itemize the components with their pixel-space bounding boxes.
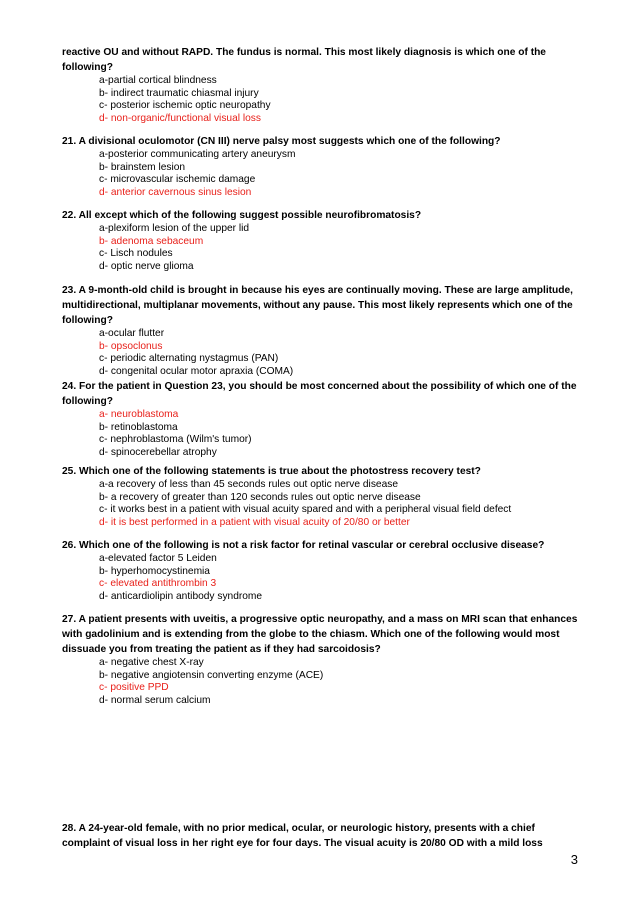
correct-answer-option: a- neuroblastoma [99, 409, 179, 420]
answer-option: c- nephroblastoma (Wilm's tumor) [99, 434, 252, 446]
answer-option: c- it works best in a patient with visual acuity spared and with a peripheral visual field defect [99, 504, 512, 516]
correct-answer-option: d- it is best performed in a patient with visual acuity of 20/80 or better [99, 516, 410, 528]
correct-answer-option: b- opsoclonus [99, 340, 163, 352]
answer-option: d- spinocerebellar atrophy [99, 446, 217, 458]
answer-options [62, 75, 582, 125]
answer-option: b- negative angiotensin converting enzyme (ACE) [99, 669, 324, 681]
answer-option: a-plexiform lesion of the upper lid [99, 223, 250, 234]
question-21 [62, 134, 582, 199]
answer-options [62, 409, 582, 459]
correct-answer-option: d- anterior cavernous sinus lesion [99, 186, 252, 198]
answer-option: d- optic nerve glioma [99, 260, 194, 272]
answer-option: d- normal serum calcium [99, 694, 211, 706]
question-stem: 24. For the patient in Question 23, you should be most concerned about the possibility of which one of the following? [62, 381, 577, 407]
question-22 [62, 208, 582, 273]
question-stem: reactive OU and without RAPD. The fundus is normal. This most likely diagnosis is which one of the following? [62, 47, 546, 73]
question-28 [62, 821, 582, 851]
answer-option: a-ocular flutter [99, 328, 165, 339]
answer-options [62, 328, 582, 378]
answer-options [62, 223, 582, 273]
question-23 [62, 283, 582, 378]
answer-option: d- congenital ocular motor apraxia (COMA) [99, 365, 294, 377]
question-25 [62, 464, 582, 529]
question-stem: 21. A divisional oculomotor (CN III) nerve palsy most suggests which one of the following? [62, 136, 501, 147]
answer-option: c- microvascular ischemic damage [99, 174, 256, 186]
question-stem: 23. A 9-month-old child is brought in because his eyes are continually moving. These are large amplitude, multidirectional, multiplanar movements, without any pause. This most likely represents which one of the following? [62, 285, 574, 326]
question-20-continuation [62, 45, 582, 125]
answer-option: a-a recovery of less than 45 seconds rules out optic nerve disease [99, 479, 398, 490]
question-stem: 25. Which one of the following statements is true about the photostress recovery test? [62, 466, 481, 477]
correct-answer-option: d- non-organic/functional visual loss [99, 112, 261, 124]
correct-answer-option: b- adenoma sebaceum [99, 235, 204, 247]
question-stem: 27. A patient presents with uveitis, a progressive optic neuropathy, and a mass on MRI scan that enhances with gadolinium and is extending from the globe to the chiasm. Which one of the following would most dissuade you from treating the patient as if they had sarcoidosis? [62, 614, 578, 655]
answer-option: b- brainstem lesion [99, 161, 186, 173]
question-24 [62, 379, 582, 459]
question-stem: 28. A 24-year-old female, with no prior medical, ocular, or neurologic history, presents with a chief complaint of visual loss in her right eye for four days. The visual acuity is 20/80 OD with a mild loss [62, 823, 543, 849]
question-stem: 26. Which one of the following is not a risk factor for retinal vascular or cerebral occlusive disease? [62, 540, 545, 551]
answer-option: a-posterior communicating artery aneurysm [99, 149, 296, 160]
answer-option: c- posterior ischemic optic neuropathy [99, 100, 271, 112]
answer-option: a-elevated factor 5 Leiden [99, 553, 217, 564]
answer-option: b- a recovery of greater than 120 seconds rules out optic nerve disease [99, 491, 421, 503]
answer-options [62, 657, 582, 707]
answer-option: a-partial cortical blindness [99, 75, 217, 86]
answer-option: b- hyperhomocystinemia [99, 565, 210, 577]
answer-option: c- periodic alternating nystagmus (PAN) [99, 353, 279, 365]
answer-option: a- negative chest X-ray [99, 657, 204, 668]
answer-options [62, 479, 582, 529]
correct-answer-option: c- elevated antithrombin 3 [99, 578, 217, 590]
answer-option: c- Lisch nodules [99, 248, 173, 260]
answer-options [62, 149, 582, 199]
answer-option: b- indirect traumatic chiasmal injury [99, 87, 259, 99]
correct-answer-option: c- positive PPD [99, 682, 169, 694]
question-27 [62, 612, 582, 707]
answer-option: d- anticardiolipin antibody syndrome [99, 590, 263, 602]
answer-options [62, 553, 582, 603]
answer-option: b- retinoblastoma [99, 421, 178, 433]
page-number: 3 [570, 852, 578, 867]
question-26 [62, 538, 582, 603]
question-stem: 22. All except which of the following suggest possible neurofibromatosis? [62, 210, 422, 221]
